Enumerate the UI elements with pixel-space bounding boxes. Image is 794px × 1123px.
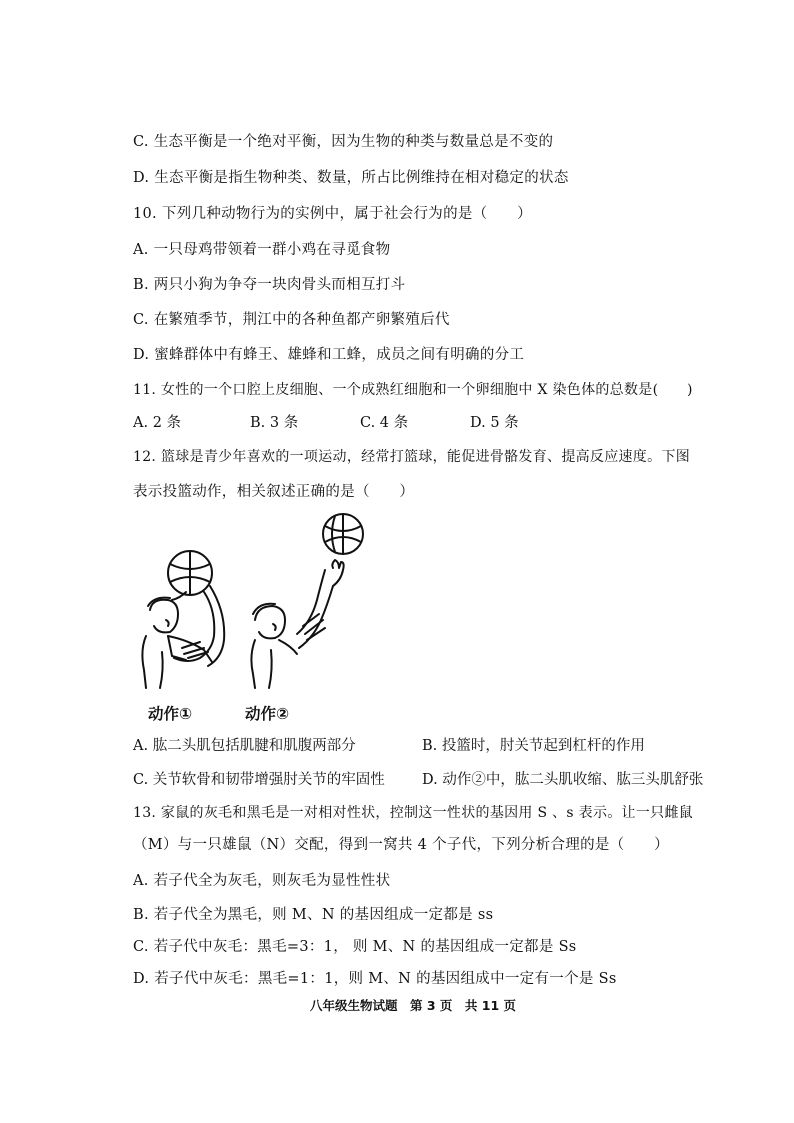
q13-option-d: D. 若子代中灰毛：黑毛=1：1，则 M、N 的基因组成中一定有一个是 Ss [133,971,617,987]
action-2-illustration [245,510,385,690]
q13-stem-line2: （M）与一只雄鼠（N）交配，得到一窝共 4 个子代，下列分析合理的是（ ） [133,837,669,853]
q12-option-c: C. 关节软骨和韧带增强肘关节的牢固性 [133,772,385,788]
q10-option-c: C. 在繁殖季节，荆江中的各种鱼都产卵繁殖后代 [133,312,450,328]
q12-option-a: A. 肱二头肌包括肌腱和肌腹两部分 [133,738,356,754]
q12-option-d: D. 动作②中，肱二头肌收缩、肱三头肌舒张 [422,772,704,788]
q12-stem-line2: 表示投篮动作，相关叙述正确的是（ ） [133,484,415,500]
q10-stem: 10. 下列几种动物行为的实例中，属于社会行为的是（ ） [133,206,532,222]
action-1-illustration [128,540,248,690]
q13-option-c: C. 若子代中灰毛：黑毛=3：1， 则 M、N 的基因组成一定都是 Ss [133,939,577,955]
q9-option-c: C. 生态平衡是一个绝对平衡，因为生物的种类与数量总是不变的 [133,134,554,150]
q13-stem-line1: 13. 家鼠的灰毛和黑毛是一对相对性状，控制这一性状的基因用 S 、s 表示。让一只雌鼠 [133,805,694,821]
q11-option-d: D. 5 条 [470,415,519,431]
q9-option-d: D. 生态平衡是指生物种类、数量，所占比例维持在相对稳定的状态 [133,170,569,186]
q10-option-d: D. 蜜蜂群体中有蜂王、雄蜂和工蜂，成员之间有明确的分工 [133,347,525,363]
action-2-caption: 动作② [245,705,290,723]
q12-option-b: B. 投篮时，肘关节起到杠杆的作用 [422,738,645,754]
q12-stem-line1: 12. 篮球是青少年喜欢的一项运动，经常打篮球，能促进骨骼发育、提高反应速度。下图 [133,449,691,465]
q11-option-a: A. 2 条 [133,415,182,431]
q10-option-a: A. 一只母鸡带领着一群小鸡在寻觅食物 [133,242,391,258]
q13-option-a: A. 若子代全为灰毛，则灰毛为显性性状 [133,873,391,889]
q11-option-b: B. 3 条 [250,415,299,431]
q11-option-c: C. 4 条 [360,415,409,431]
q10-option-b: B. 两只小狗为争夺一块肉骨头而相互打斗 [133,277,406,293]
q11-stem: 11. 女性的一个口腔上皮细胞、一个成熟红细胞和一个卵细胞中 X 染色体的总数是( ) [133,382,693,398]
action-1-caption: 动作① [148,705,193,723]
page-footer: 八年级生物试题 第 3 页 共 11 页 [310,998,517,1013]
q13-option-b: B. 若子代全为黑毛，则 M、N 的基因组成一定都是 ss [133,907,494,923]
